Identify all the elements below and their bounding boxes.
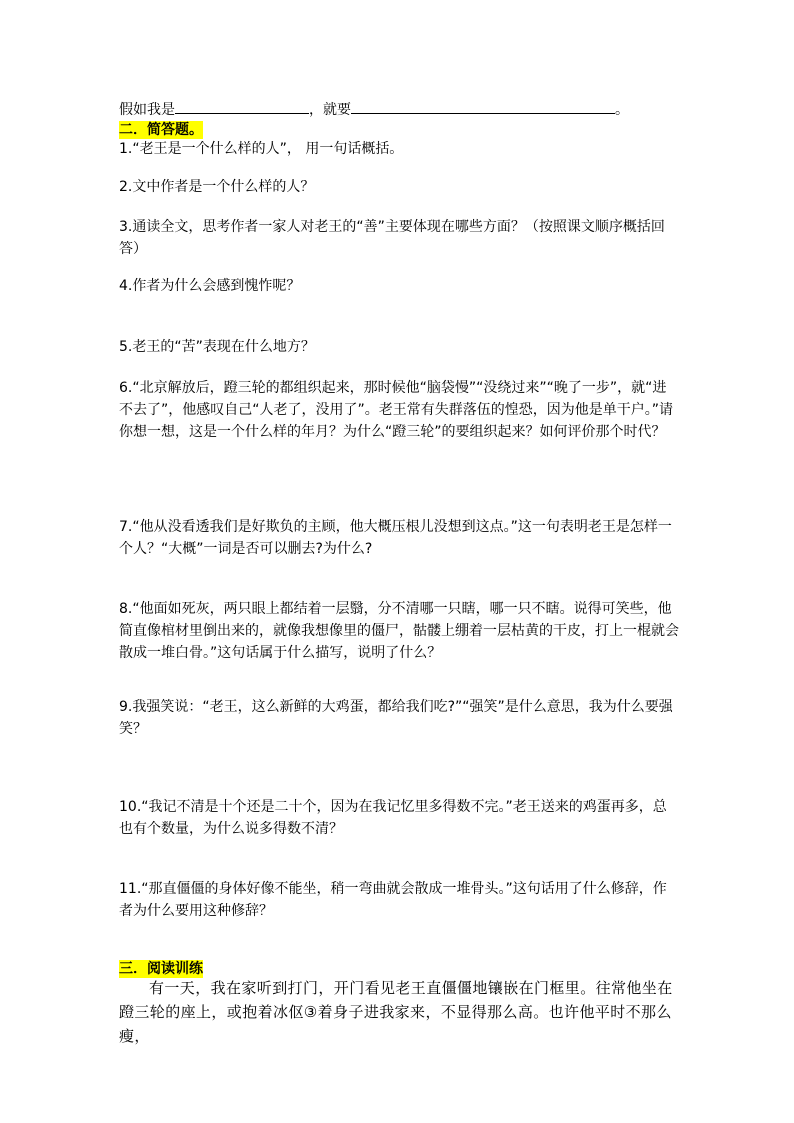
fill-blank-2[interactable] xyxy=(351,98,615,114)
fill-in-line xyxy=(119,98,629,120)
question-7: 7.“他从没看透我们是好欺负的主顾，他大概压根儿没想到这点。”这一句表明老王是怎样一个人？“大概”一词是否可以删去?为什么? xyxy=(119,519,672,557)
section-heading-reading: 三．阅读训练 xyxy=(119,961,203,977)
question-2: 2.文中作者是一个什么样的人？ xyxy=(119,179,315,195)
reading-passage: 有一天，我在家听到打门，开门看见老王直僵僵地镶嵌在门框里。往常他坐在蹬三轮的座上，或抱着冰伛③着身子进我家来，不显得那么高。也许他平时不那么瘦， xyxy=(119,979,673,1045)
question-10: 10.“我记不清是十个还是二十个，因为在我记忆里多得数不完。”老王送来的鸡蛋再多，总也有个数量，为什么说多得数不清？ xyxy=(119,799,667,837)
question-6: 6.“北京解放后，蹬三轮的都组织起来，那时候他“脑袋慢”“没绕过来”“晚了一步”，就“进不去了”，他感叹自己“人老了，没用了”。老王常有失群落伍的惶恐，因为他是单干户。”请你想一想，这是一个什么样的年月？为什么“蹬三轮”的要组织起来？如何评价那个时代？ xyxy=(119,380,674,440)
question-8: 8.“他面如死灰，两只眼上都结着一层翳，分不清哪一只瞎，哪一只不瞎。说得可笑些，他简直像棺材里倒出来的，就像我想像里的僵尸，骷髅上绷着一层枯黄的干皮，打上一棍就会散成一堆白骨。”这句话属于什么描写，说明了什么？ xyxy=(119,601,679,661)
question-9: 9.我强笑说：“老王，这么新鲜的大鸡蛋，都给我们吃?”“强笑”是什么意思，我为什么要强笑？ xyxy=(119,699,673,737)
fill-blank-1[interactable] xyxy=(175,98,309,114)
fill-suffix: 。 xyxy=(615,102,629,118)
question-1: 1.“老王是一个什么样的人”， 用一句话概括。 xyxy=(119,141,404,157)
fill-prefix: 假如我是 xyxy=(119,102,175,118)
question-4: 4.作者为什么会感到愧怍呢？ xyxy=(119,278,301,294)
fill-middle: ，就要 xyxy=(309,102,351,118)
section-heading-short-answer: 二．简答题。 xyxy=(119,122,203,138)
question-5: 5.老王的“苦”表现在什么地方？ xyxy=(119,339,315,355)
question-11: 11.“那直僵僵的身体好像不能坐，稍一弯曲就会散成一堆骨头。”这句话用了什么修辞，作者为什么要用这种修辞？ xyxy=(119,881,667,919)
question-3: 3.通读全文，思考作者一家人对老王的“善”主要体现在哪些方面？（按照课文顺序概括回答） xyxy=(119,219,665,257)
